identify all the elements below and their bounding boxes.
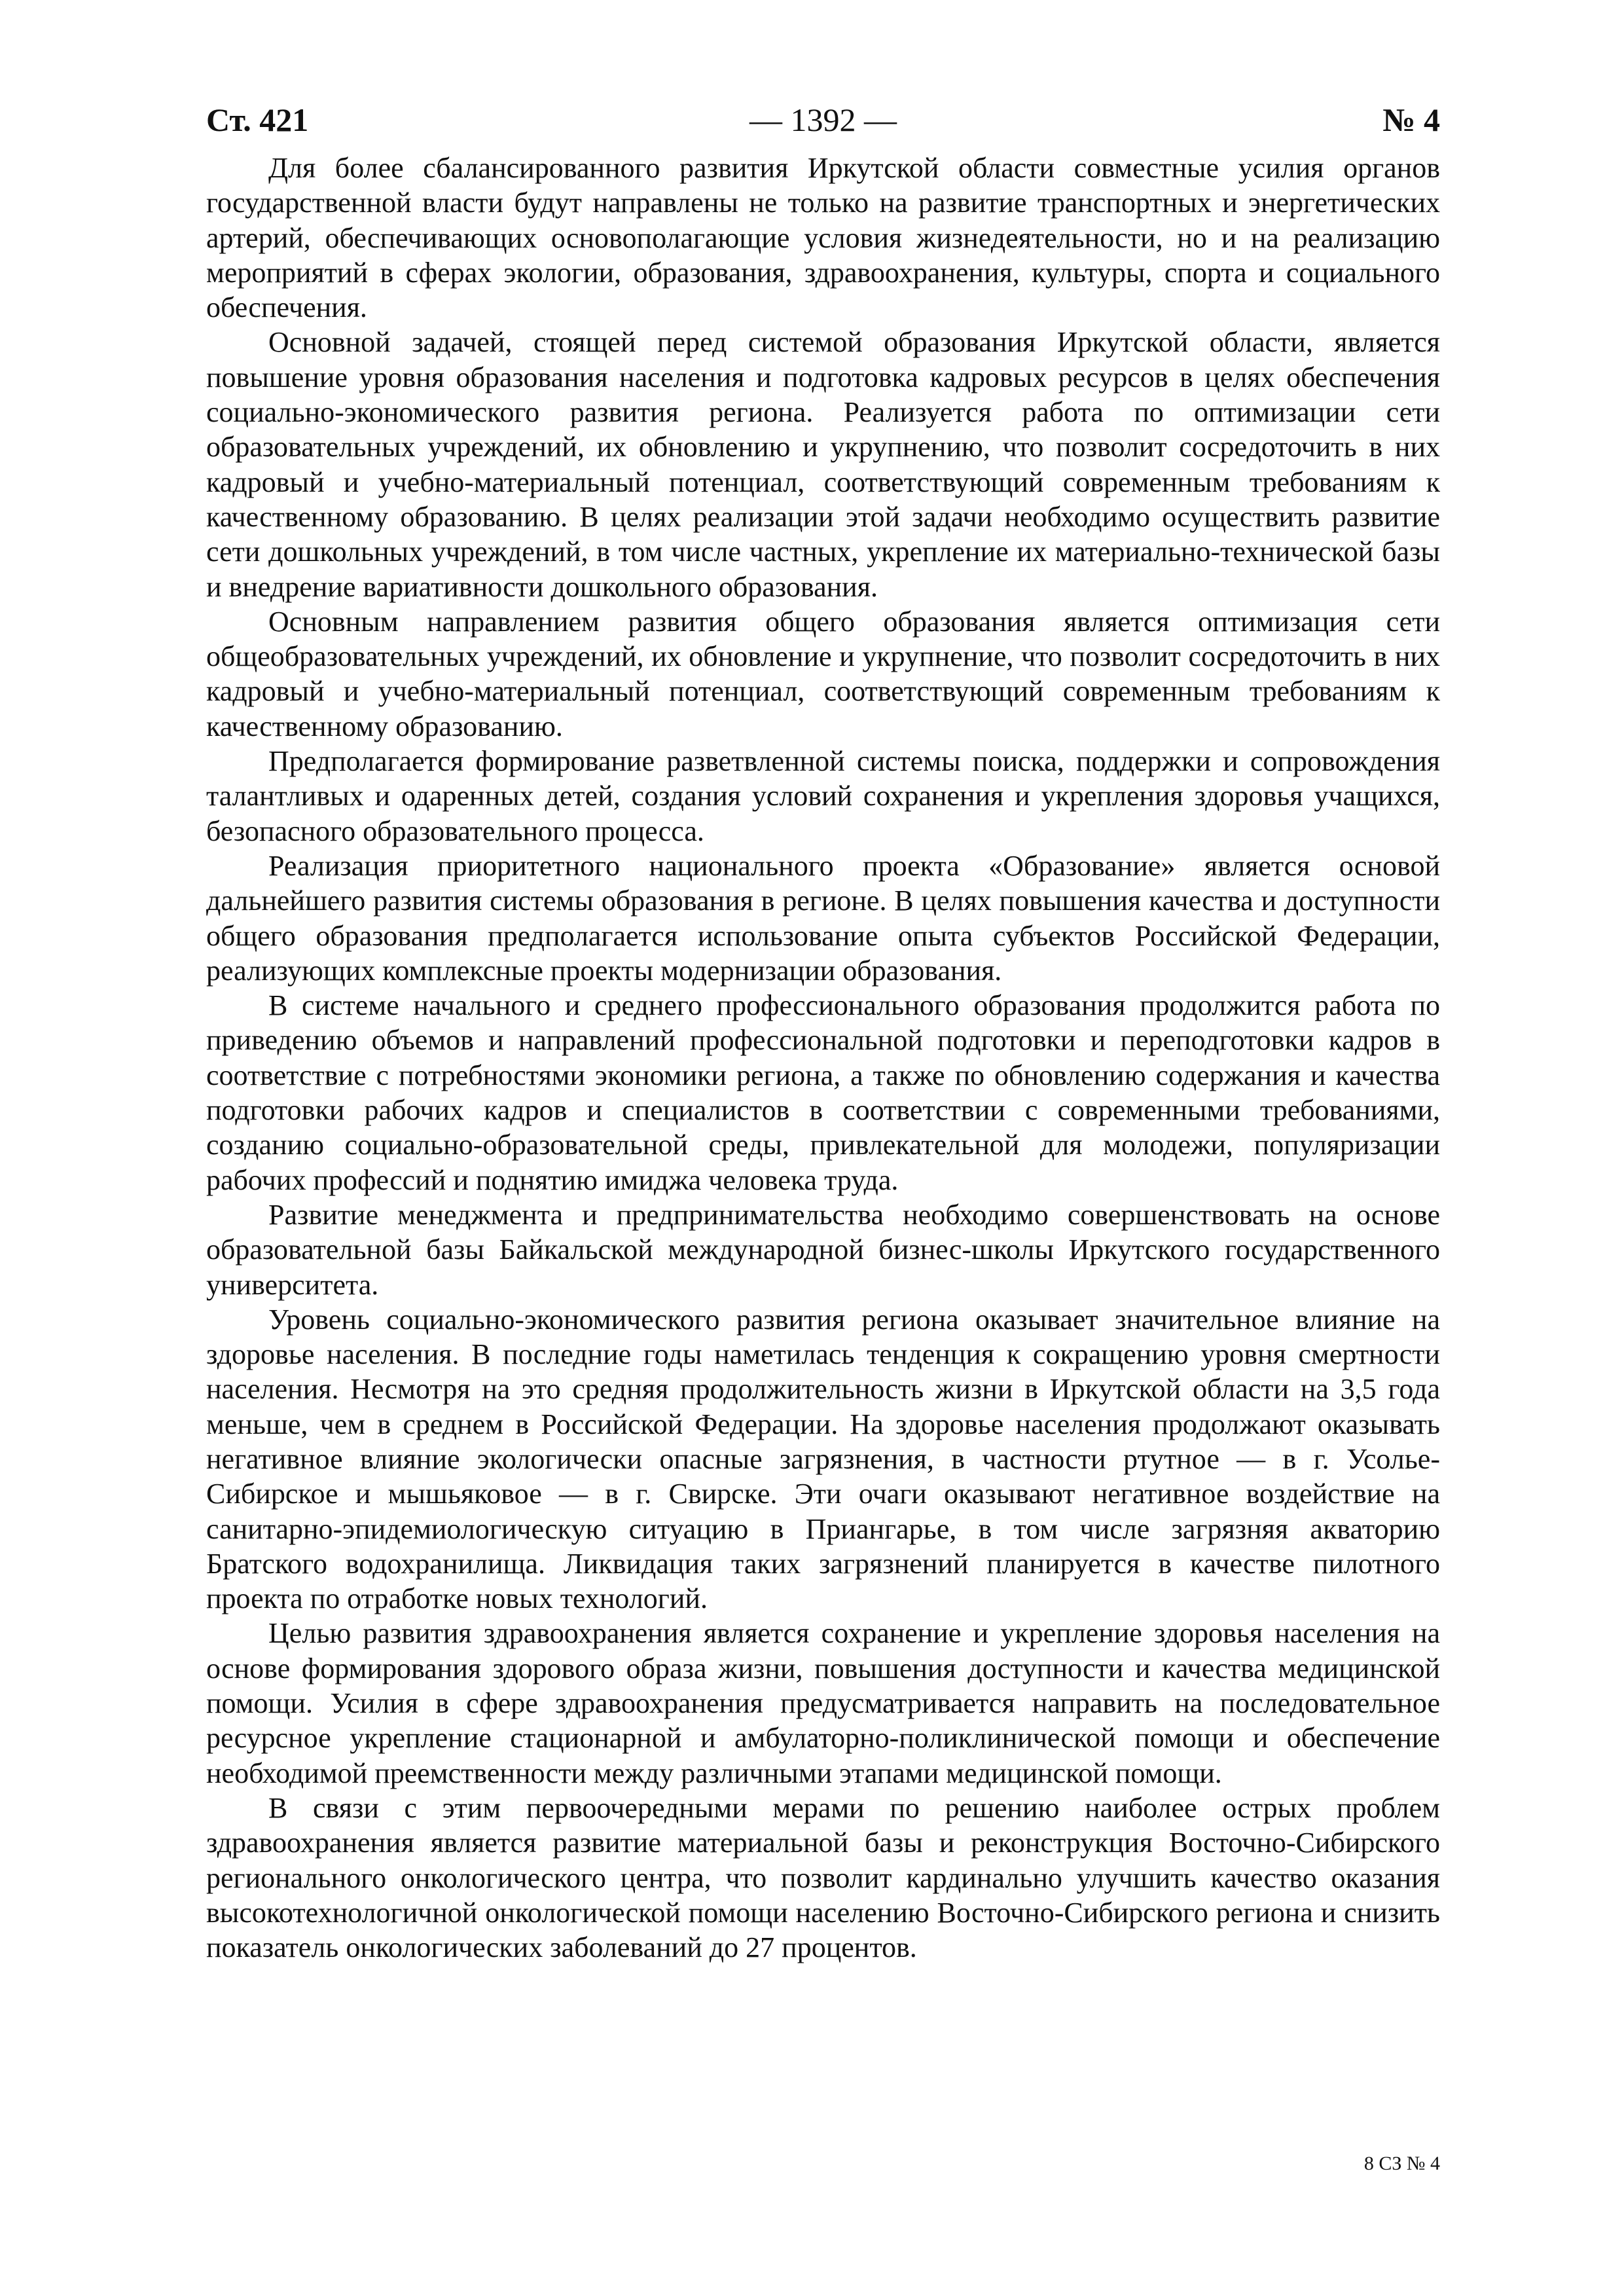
issue-number: № 4 [1382, 101, 1440, 138]
article-number: Ст. 421 [206, 101, 309, 138]
paragraph: Для более сбалансированного развития Иркутской области совместные усилия органов государственной власти будут направлены не только на развитие транспортных и энергетических артерий, обеспечивающих основополагающие условия жизнедеятельности, но и на реализацию мероприятий в сферах экологии, образования, здравоохранения, культуры, спорта и социального обеспечения. [206, 152, 1440, 324]
running-header [206, 97, 1440, 143]
sheet-signature: 8 СЗ № 4 [1363, 2153, 1440, 2174]
paragraph: Уровень социально-экономического развития региона оказывает значительное влияние на здоровье населения. В последние годы наметилась тенденция к сокращению уровня смертности населения. Несмотря на это средняя продолжительность жизни в Иркутской области на 3,5 года меньше, чем в среднем в Российской Федерации. На здоровье населения продолжают оказывать негативное влияние экологически опасные загрязнения, в частности ртутное — в г. Усолье-Сибирское и мышьяковое — в г. Свирске. Эти очаги оказывают негативное воздействие на санитарно-эпидемиологическую ситуацию в Приангарье, в том числе загрязняя акваторию Братского водохранилища. Ликвидация таких загрязнений планируется в качестве пилотного проекта по отработке новых технологий. [206, 1303, 1440, 1615]
paragraph: Предполагается формирование разветвленной системы поиска, поддержки и сопровождения талантливых и одаренных детей, создания условий сохранения и укрепления здоровья учащихся, безопасного образовательного процесса. [206, 745, 1440, 847]
page-number: — 1392 — [749, 101, 897, 138]
paragraph: Целью развития здравоохранения является сохранение и укрепление здоровья населения на основе формирования здорового образа жизни, повышения доступности и качества медицинской помощи. Усилия в сфере здравоохранения предусматривается направить на последовательное ресурсное укрепление стационарной и амбулаторно-поликлинической помощи и обеспечение необходимой преемственности между различными этапами медицинской помощи. [206, 1617, 1440, 1789]
paragraph: Основным направлением развития общего образования является оптимизация сети общеобразовательных учреждений, их обновление и укрупнение, что позволит сосредоточить в них кадровый и учебно-материальный потенциал, соответствующий современным требованиям к качественному образованию. [206, 605, 1440, 742]
paragraph: В связи с этим первоочередными мерами по решению наиболее острых проблем здравоохранения является развитие материальной базы и реконструкция Восточно-Сибирского регионального онкологического центра, что позволит кардинально улучшить качество оказания высокотехнологичной онкологической помощи населению Восточно-Сибирского региона и снизить показатель онкологических заболеваний до 27 процентов. [206, 1791, 1440, 1964]
paragraph: Основной задачей, стоящей перед системой образования Иркутской области, является повышение уровня образования населения и подготовка кадровых ресурсов в целях обеспечения социально-экономического развития региона. Реализуется работа по оптимизации сети образовательных учреждений, их обновлению и укрупнению, что позволит сосредоточить в них кадровый и учебно-материальный потенциал, соответствующий современным требованиям к качественному образованию. В целях реализации этой задачи необходимо осуществить развитие сети дошкольных учреждений, в том числе частных, укрепление их материально-технической базы и внедрение вариативности дошкольного образования. [206, 326, 1440, 603]
paragraph: Реализация приоритетного национального проекта «Образование» является основой дальнейшего развития системы образования в регионе. В целях повышения качества и доступности общего образования предполагается использование опыта субъектов Российской Федерации, реализующих комплексные проекты модернизации образования. [206, 849, 1440, 987]
paragraph: Развитие менеджмента и предпринимательства необходимо совершенствовать на основе образовательной базы Байкальской международной бизнес-школы Иркутского государственного университета. [206, 1198, 1440, 1301]
paragraph: В системе начального и среднего профессионального образования продолжится работа по приведению объемов и направлений профессиональной подготовки и переподготовки кадров в соответствие с потребностями экономики региона, а также по обновлению содержания и качества подготовки рабочих кадров и специалистов в соответствии с современными требованиями, созданию социально-образовательной среды, привлекательной для молодежи, популяризации рабочих профессий и поднятию имиджа человека труда. [206, 989, 1440, 1196]
body-text [206, 151, 1440, 1965]
